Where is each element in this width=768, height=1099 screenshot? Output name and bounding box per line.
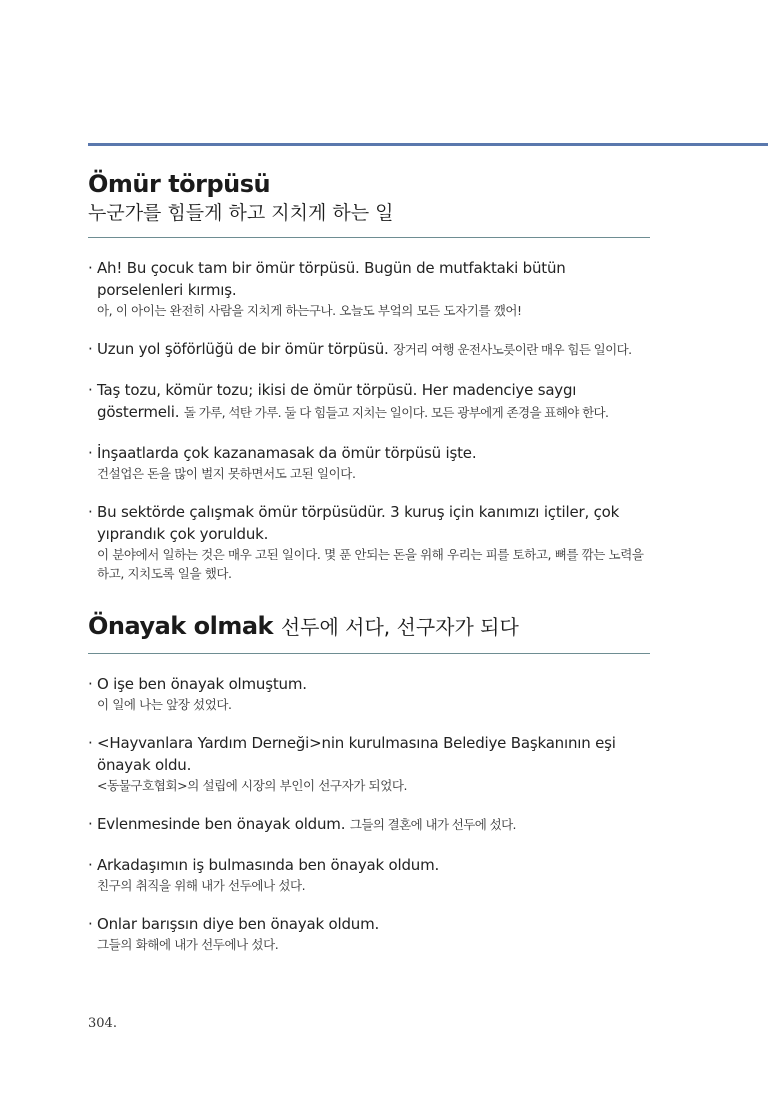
example-item bbox=[88, 854, 650, 895]
example-list bbox=[88, 673, 650, 954]
bullet-dot: · bbox=[88, 815, 93, 833]
example-turkish: Arkadaşımın iş bulmasında ben önayak oldum. bbox=[97, 856, 440, 874]
bullet-dot: · bbox=[88, 675, 93, 693]
example-turkish: Bu sektörde çalışmak ömür törpüsüdür. 3 kuruş için kanımızı içtiler, çok yıprandık çok yorulduk. bbox=[97, 503, 620, 543]
idiom-section-omur-torpusu bbox=[88, 168, 650, 583]
idiom-heading bbox=[88, 610, 650, 643]
example-turkish: <Hayvanlara Yardım Derneği>nin kurulmasına Belediye Başkanının eşi önayak oldu. bbox=[97, 734, 616, 774]
example-korean: 그들의 결혼에 내가 선두에 섰다. bbox=[349, 817, 516, 832]
example-list bbox=[88, 257, 650, 583]
example-turkish: Ah! Bu çocuk tam bir ömür törpüsü. Bugün de mutfaktaki bütün porselenleri kırmış. bbox=[97, 259, 566, 299]
example-korean: 장거리 여행 운전사노릇이란 매우 힘든 일이다. bbox=[393, 342, 632, 357]
bullet-dot: · bbox=[88, 381, 93, 399]
example-korean: 그들의 화해에 내가 선두에나 섰다. bbox=[97, 937, 279, 952]
example-text bbox=[97, 338, 650, 361]
bullet-dot: · bbox=[88, 856, 93, 874]
example-item bbox=[88, 442, 650, 483]
example-korean: 건설업은 돈을 많이 벌지 못하면서도 고된 일이다. bbox=[97, 466, 356, 481]
bullet-dot: · bbox=[88, 444, 93, 462]
example-turkish: Onlar barışsın diye ben önayak oldum. bbox=[97, 915, 380, 933]
example-item bbox=[88, 338, 650, 361]
example-turkish: İnşaatlarda çok kazanamasak da ömür törpüsü işte. bbox=[97, 444, 477, 462]
example-item bbox=[88, 501, 650, 583]
example-korean: 친구의 취직을 위해 내가 선두에나 섰다. bbox=[97, 878, 306, 893]
bullet-dot: · bbox=[88, 340, 93, 358]
idiom-title: Önayak olmak bbox=[88, 612, 273, 640]
example-turkish: Uzun yol şöförlüğü de bir ömür törpüsü. bbox=[97, 340, 389, 358]
header-rule bbox=[88, 143, 768, 146]
example-korean: 돌 가루, 석탄 가루. 둘 다 힘들고 지치는 일이다. 모든 광부에게 존경을 표해야 한다. bbox=[183, 405, 609, 420]
idiom-meaning: 선두에 서다, 선구자가 되다 bbox=[280, 615, 519, 639]
example-korean: 아, 이 아이는 완전히 사람을 지치게 하는구나. 오늘도 부엌의 모든 도자기를 깼어! bbox=[97, 303, 522, 318]
idiom-section-onayak-olmak bbox=[88, 610, 650, 954]
example-turkish: Evlenmesinde ben önayak oldum. bbox=[97, 815, 346, 833]
example-korean: <동물구호협회>의 설립에 시장의 부인이 선구자가 되었다. bbox=[97, 778, 408, 793]
bullet-dot: · bbox=[88, 259, 93, 277]
bullet-dot: · bbox=[88, 915, 93, 933]
example-korean: 이 일에 나는 앞장 섰었다. bbox=[97, 697, 232, 712]
example-turkish: Taş tozu, kömür tozu; ikisi de ömür törpüsü. Her madenciye saygı göstermeli. bbox=[97, 381, 577, 421]
bullet-dot: · bbox=[88, 503, 93, 521]
bullet-dot: · bbox=[88, 734, 93, 752]
example-item bbox=[88, 379, 650, 424]
example-item bbox=[88, 913, 650, 954]
example-text bbox=[97, 379, 650, 424]
example-item bbox=[88, 813, 650, 836]
section-divider bbox=[88, 653, 650, 654]
idiom-title: Ömür törpüsü bbox=[88, 170, 271, 198]
page-number: 304. bbox=[88, 1016, 117, 1031]
example-item bbox=[88, 732, 650, 795]
example-turkish: O işe ben önayak olmuştum. bbox=[97, 675, 307, 693]
example-text bbox=[97, 813, 650, 836]
example-korean: 이 분야에서 일하는 것은 매우 고된 일이다. 몇 푼 안되는 돈을 위해 우리는 피를 토하고, 뼈를 깎는 노력을 하고, 지치도록 일을 했다. bbox=[97, 547, 644, 581]
idiom-meaning: 누군가를 힘들게 하고 지치게 하는 일 bbox=[88, 202, 394, 224]
example-item bbox=[88, 673, 650, 714]
example-item bbox=[88, 257, 650, 320]
section-divider bbox=[88, 237, 650, 238]
